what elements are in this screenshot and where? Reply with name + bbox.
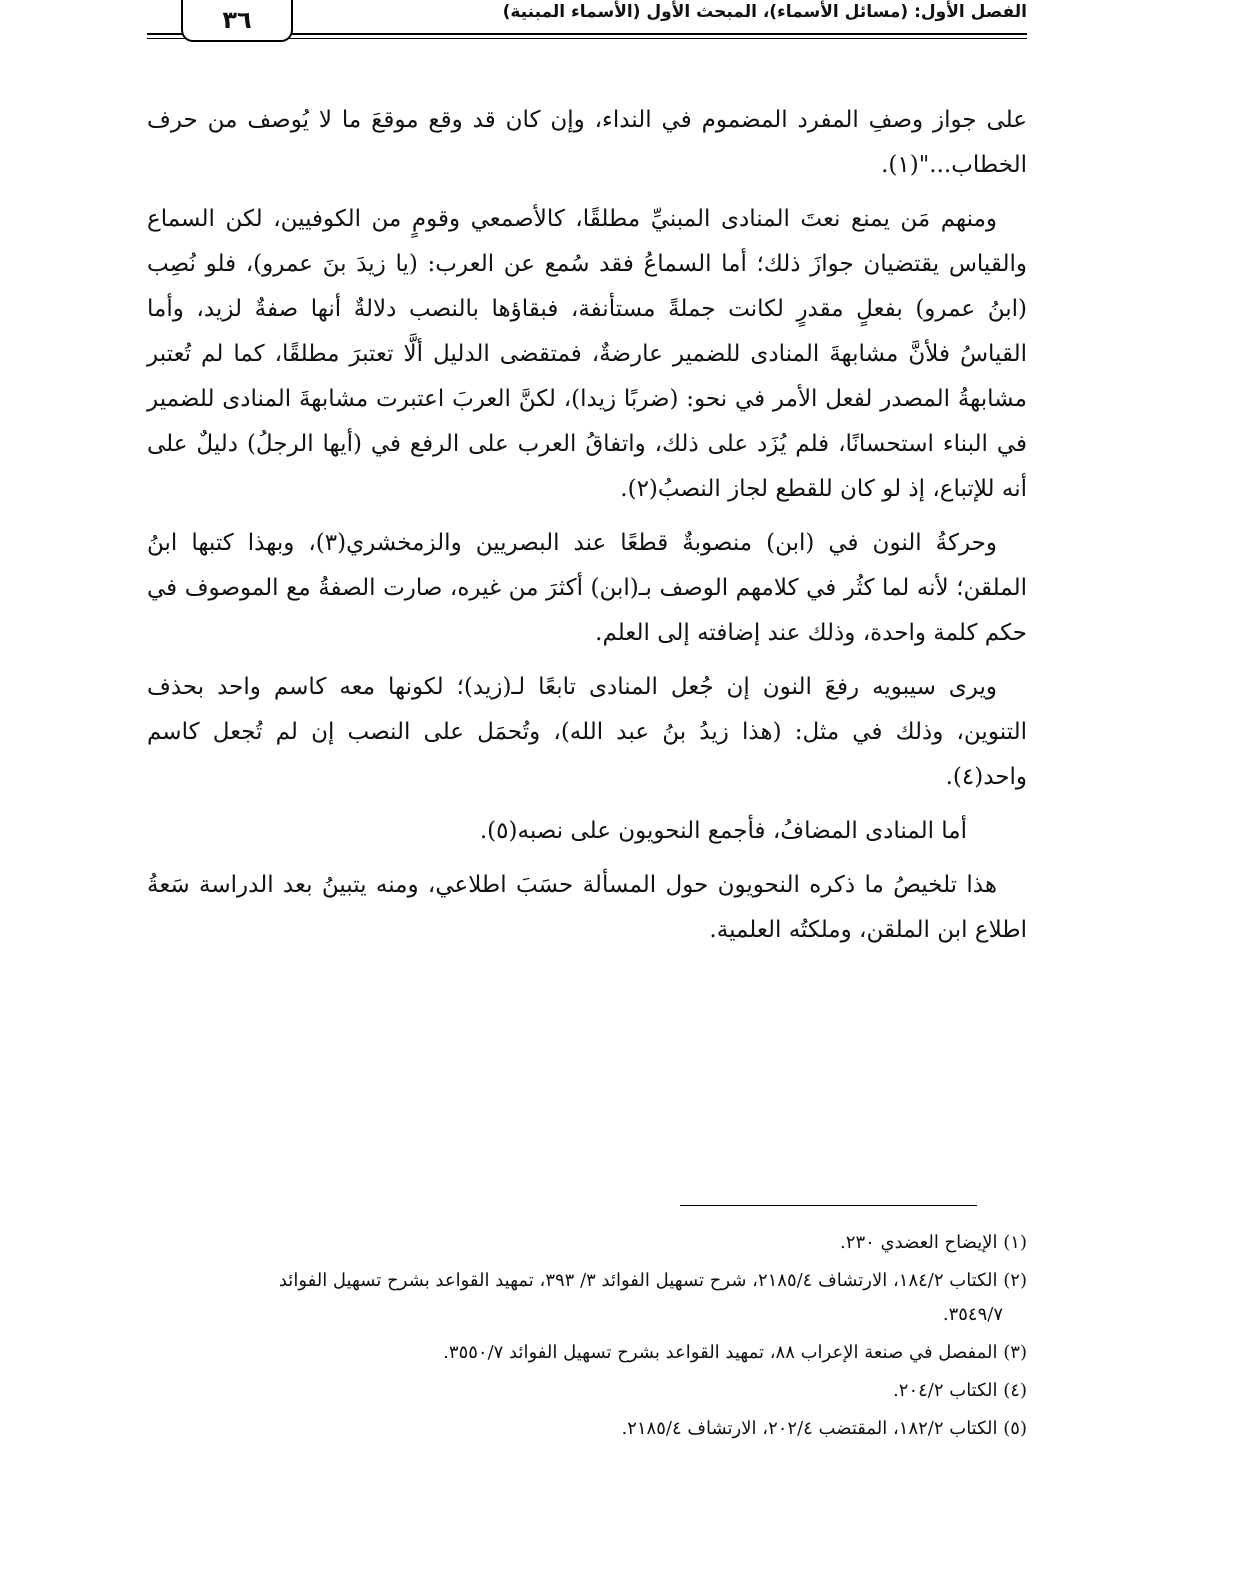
footnote-item-continuation: ٣٥٤٩/٧.	[942, 1304, 1003, 1325]
footnote-separator	[680, 1205, 977, 1206]
footnote-item: (٤) الكتاب ٢٠٤/٢.	[893, 1380, 1027, 1401]
footnotes	[147, 1226, 1027, 1450]
footnote-item: (٣) المفصل في صنعة الإعراب ٨٨، تمهيد القواعد بشرح تسهيل الفوائد ٣٥٥٠/٧.	[443, 1342, 1027, 1363]
paragraph: ويرى سيبويه رفعَ النون إن جُعل المنادى تابعًا لـ(زيد)؛ لكونها معه كاسم واحد بحذف التنوين، وذلك في مثل: (هذا زيدُ بنُ عبد الله)، وتُحمَل على النصب إن لم تُجعل كاسم واحد(٤).	[147, 674, 1027, 790]
paragraph: هذا تلخيصُ ما ذكره النحويون حول المسألة حسَبَ اطلاعي، ومنه يتبينُ بعد الدراسة سَعةُ اطلاع ابن الملقن، وملكتُه العلمية.	[147, 872, 1027, 943]
footnote-item: (١) الإيضاح العضدي ٢٣٠.	[840, 1232, 1027, 1253]
main-text	[147, 98, 1027, 962]
running-title: الفصل الأول: (مسائل الأسماء)، المبحث الأول (الأسماء المبنية)	[502, 2, 1027, 22]
footnote-item: (٢) الكتاب ١٨٤/٢، الارتشاف ٢١٨٥/٤، شرح تسهيل الفوائد ٣/ ٣٩٣، تمهيد القواعد بشرح تسهيل الفوائد	[278, 1270, 1027, 1291]
paragraph: ومنهم مَن يمنع نعتَ المنادى المبنيِّ مطلقًا، كالأصمعي وقومٍ من الكوفيين، لكن السماع والقياس يقتضيان جوازَ ذلك؛ أما السماعُ فقد سُمع عن العرب: (يا زيدَ بنَ عمرو)، فلو نُصِب (ابنُ عمرو) بفعلٍ مقدرٍ لكانت جملةً مستأنفة، فبقاؤها بالنصب دلالةٌ أنها صفةٌ لزيد، وأما القياسُ فلأنَّ مشابهةَ المنادى للضمير عارضةٌ، فمتقضى الدليل ألَّا تعتبرَ مطلقًا، كما لم تُعتبر مشابهةُ المصدر لفعل الأمر في نحو: (ضربًا زيدا)، لكنَّ العربَ اعتبرت مشابهةَ المنادى للضمير في البناء استحسانًا، فلم يُزَد على ذلك، واتفاقُ العرب على الرفع في (أيها الرجلُ) دليلٌ على أنه للإتباع، إذ لو كان للقطع لجاز النصبُ(٢).	[147, 206, 1027, 502]
paragraph: على جواز وصفِ المفرد المضموم في النداء، وإن كان قد وقع موقعَ ما لا يُوصف من حرف الخطاب..."(١).	[147, 107, 1027, 178]
page-header	[147, 0, 1027, 44]
paragraph: وحركةُ النون في (ابن) منصوبةٌ قطعًا عند البصريين والزمخشري(٣)، وبهذا كتبها ابنُ الملقن؛ لأنه لما كثُر في كلامهم الوصف بـ(ابن) أكثرَ من غيره، صارت الصفةُ مع الموصوف في حكم كلمة واحدة، وذلك عند إضافته إلى العلم.	[147, 530, 1027, 646]
paragraph: أما المنادى المضافُ، فأجمع النحويون على نصبه(٥).	[479, 818, 967, 844]
page-number: ٣٦	[181, 0, 293, 42]
footnote-item: (٥) الكتاب ١٨٢/٢، المقتضب ٢٠٢/٤، الارتشاف ٢١٨٥/٤.	[621, 1418, 1027, 1439]
